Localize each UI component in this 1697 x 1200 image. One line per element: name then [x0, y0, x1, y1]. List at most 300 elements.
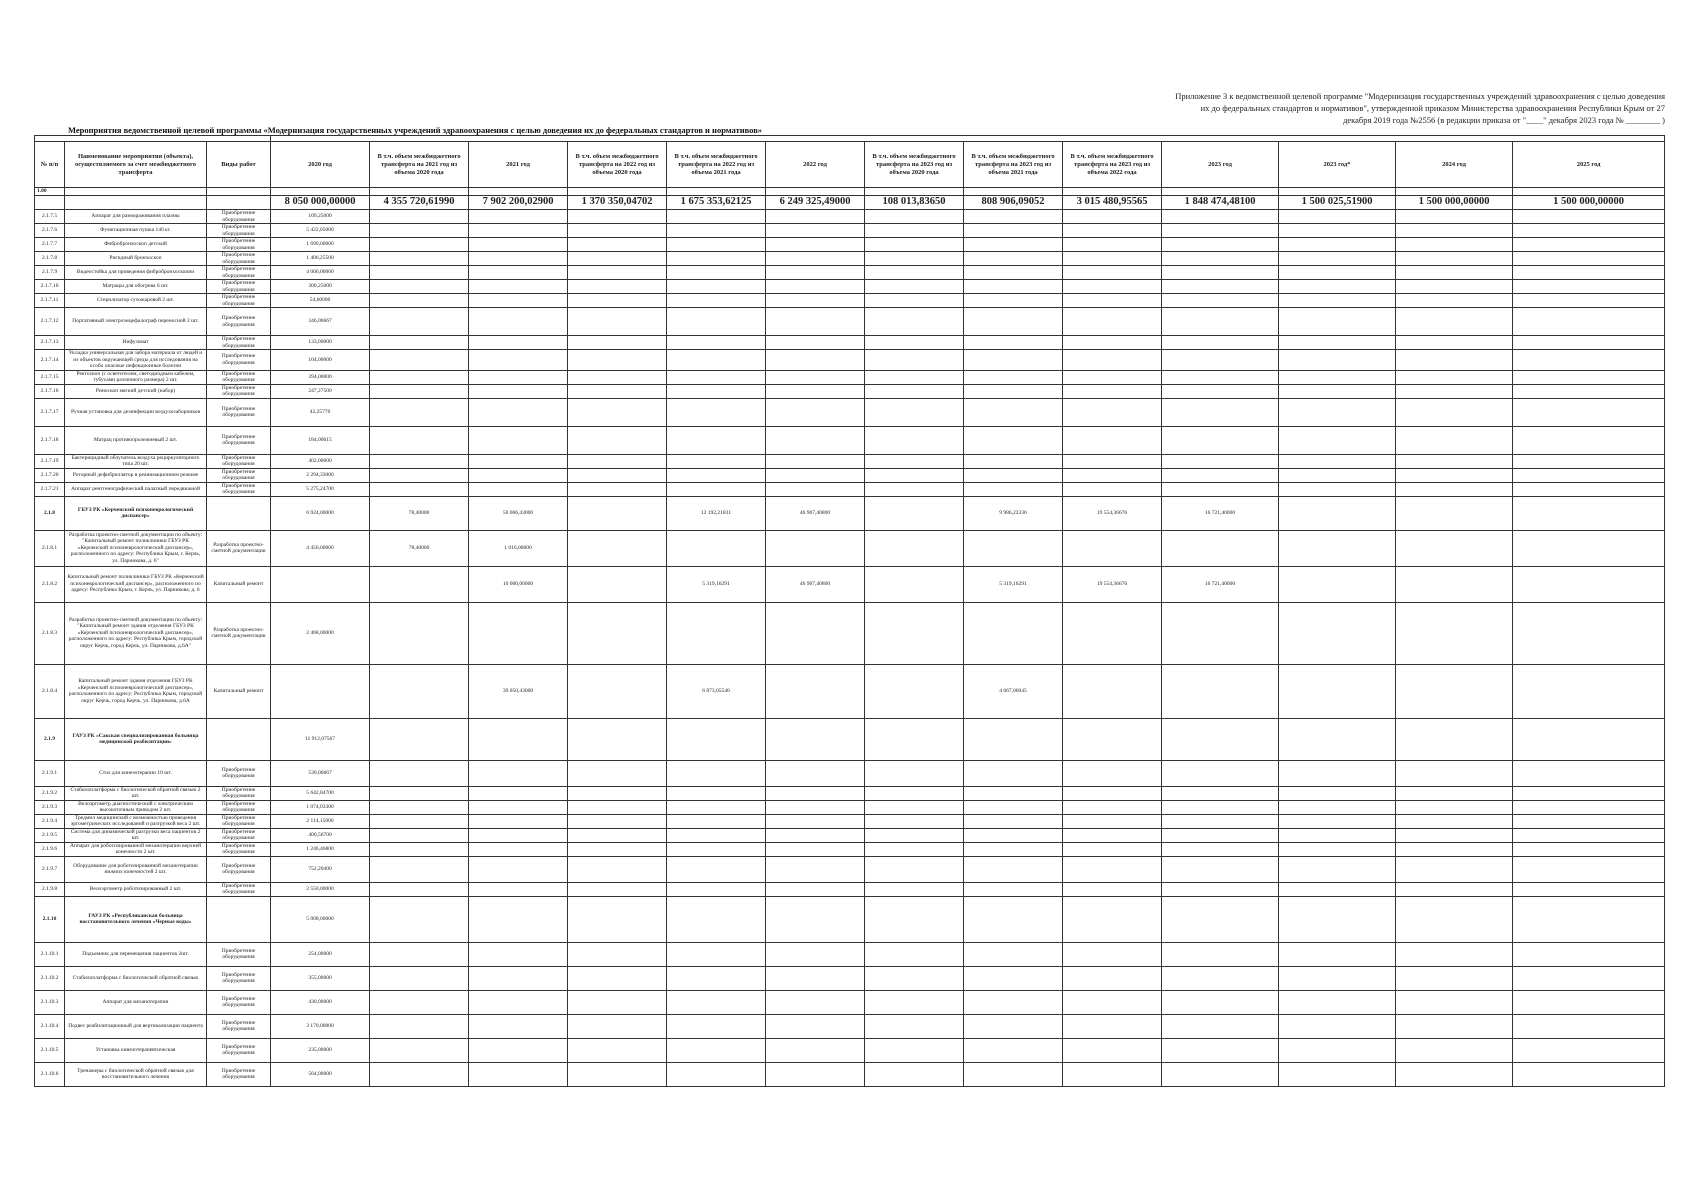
value-cell — [667, 530, 766, 566]
value-cell — [865, 224, 964, 238]
empty-cell — [667, 188, 766, 196]
value-cell: 5 319,16291 — [964, 566, 1063, 602]
value-cell — [469, 294, 568, 308]
value-cell — [1162, 454, 1279, 468]
value-cell — [1513, 800, 1665, 814]
value-cell — [469, 454, 568, 468]
value-cell: 564,00000 — [271, 1062, 370, 1086]
header-cell: 2022 год — [766, 142, 865, 188]
value-cell — [1279, 224, 1396, 238]
row-work-type: Приобретение оборудования — [207, 350, 271, 371]
value-cell — [1162, 760, 1279, 786]
row-name: Ректоскоп (с осветителем, светодиодным кабелем, тубусами различного размера) 2 шт. — [65, 370, 207, 384]
value-cell — [370, 760, 469, 786]
value-cell: 254,00000 — [271, 942, 370, 966]
value-cell — [1162, 210, 1279, 224]
value-cell — [1279, 280, 1396, 294]
value-cell — [865, 1062, 964, 1086]
value-cell — [1279, 800, 1396, 814]
value-cell: 355,00000 — [271, 966, 370, 990]
value-cell — [1396, 238, 1513, 252]
value-cell — [1279, 336, 1396, 350]
empty-cell — [65, 188, 207, 196]
value-cell — [1396, 896, 1513, 942]
value-cell: 50 066,43000 — [469, 496, 568, 530]
row-name: Велоэргометр роботизированный 2 шт. — [65, 882, 207, 896]
row-name: Подъемник для перемещения пациентов 2шт. — [65, 942, 207, 966]
value-cell — [1279, 370, 1396, 384]
value-cell — [766, 294, 865, 308]
value-cell: 16 721,40000 — [1162, 566, 1279, 602]
value-cell — [1162, 266, 1279, 280]
value-cell — [667, 990, 766, 1014]
value-cell — [568, 1062, 667, 1086]
row-number: 2.1.7.12 — [35, 308, 65, 336]
row-number: 2.1.10.4 — [35, 1014, 65, 1038]
value-cell — [1396, 602, 1513, 664]
value-cell — [964, 252, 1063, 266]
value-cell — [964, 882, 1063, 896]
value-cell — [667, 350, 766, 371]
value-cell — [469, 266, 568, 280]
value-cell — [1513, 966, 1665, 990]
value-cell — [1396, 760, 1513, 786]
row-work-type: Капитальный ремонт — [207, 664, 271, 718]
value-cell — [568, 496, 667, 530]
value-cell — [964, 482, 1063, 496]
value-cell: 4 667,06045 — [964, 664, 1063, 718]
value-cell — [568, 468, 667, 482]
value-cell — [469, 942, 568, 966]
value-cell — [964, 966, 1063, 990]
value-cell: 5 319,16291 — [667, 566, 766, 602]
row-name: Матрац противопролежневый 2 шт. — [65, 426, 207, 454]
value-cell — [568, 308, 667, 336]
table-row — [35, 426, 1665, 454]
value-cell — [865, 800, 964, 814]
value-cell — [766, 800, 865, 814]
value-cell — [865, 398, 964, 426]
row-work-type: Приобретение оборудования — [207, 384, 271, 398]
row-work-type: Приобретение оборудования — [207, 800, 271, 814]
value-cell — [766, 896, 865, 942]
value-cell: 1 016,00000 — [469, 530, 568, 566]
row-number: 2.1.7.21 — [35, 482, 65, 496]
value-cell — [1513, 1038, 1665, 1062]
value-cell — [1279, 294, 1396, 308]
value-cell — [469, 426, 568, 454]
table-row — [35, 384, 1665, 398]
value-cell — [1162, 800, 1279, 814]
value-cell — [865, 602, 964, 664]
value-cell — [370, 238, 469, 252]
value-cell: 430,00000 — [271, 990, 370, 1014]
value-cell — [1513, 1014, 1665, 1038]
value-cell — [1162, 1014, 1279, 1038]
table-row — [35, 602, 1665, 664]
value-cell — [1162, 856, 1279, 882]
value-cell — [1279, 828, 1396, 842]
value-cell: 394,00000 — [271, 370, 370, 384]
row-number: 2.1.7.16 — [35, 384, 65, 398]
value-cell — [568, 482, 667, 496]
value-cell — [370, 1038, 469, 1062]
value-cell — [469, 238, 568, 252]
value-cell — [1063, 718, 1162, 760]
value-cell — [1279, 664, 1396, 718]
row-number: 2.1.10.3 — [35, 990, 65, 1014]
value-cell — [568, 856, 667, 882]
value-cell: 109,25000 — [271, 210, 370, 224]
value-cell — [667, 842, 766, 856]
value-cell — [1513, 252, 1665, 266]
annex-line: декабря 2019 года №2556 (в редакции приказа от "____" декабря 2023 года № ________ ) — [1343, 115, 1665, 125]
row-work-type: Приобретение оборудования — [207, 482, 271, 496]
value-cell — [1162, 786, 1279, 800]
header-row — [35, 142, 1665, 188]
value-cell: 530,06667 — [271, 760, 370, 786]
value-cell — [964, 896, 1063, 942]
value-cell — [469, 1062, 568, 1086]
row-work-type — [207, 896, 271, 942]
value-cell — [1396, 828, 1513, 842]
row-number: 2.1.9 — [35, 718, 65, 760]
index-row — [35, 188, 1665, 196]
value-cell — [1063, 398, 1162, 426]
value-cell — [568, 294, 667, 308]
value-cell — [469, 990, 568, 1014]
annex-line: их до федеральных стандартов и нормативов", утвержденной приказом Министерства здравоохранения Республики Крым от 27 — [1200, 103, 1665, 113]
total-cell: 1 370 350,04702 — [568, 196, 667, 210]
row-number: 2.1.8.1 — [35, 530, 65, 566]
value-cell — [370, 664, 469, 718]
value-cell — [1279, 210, 1396, 224]
value-cell — [1396, 454, 1513, 468]
value-cell — [766, 942, 865, 966]
value-cell — [1063, 384, 1162, 398]
value-cell — [865, 530, 964, 566]
value-cell: 1 690,00000 — [271, 238, 370, 252]
header-cell: 2021 год — [469, 142, 568, 188]
value-cell — [865, 336, 964, 350]
table-row — [35, 468, 1665, 482]
value-cell: 1 406,25500 — [271, 252, 370, 266]
value-cell — [766, 1038, 865, 1062]
document-title: Мероприятия ведомственной целевой программы «Модернизация государственных учреждений здравоохранения с целью доведения их до федеральных стандартов и нормативов» — [68, 125, 763, 135]
table-row — [35, 1014, 1665, 1038]
value-cell — [964, 336, 1063, 350]
totals-row — [35, 196, 1665, 210]
value-cell — [964, 454, 1063, 468]
value-cell — [964, 350, 1063, 371]
value-cell — [667, 280, 766, 294]
value-cell — [271, 566, 370, 602]
value-cell — [370, 468, 469, 482]
value-cell: 6 873,05540 — [667, 664, 766, 718]
value-cell — [1162, 468, 1279, 482]
table-row — [35, 786, 1665, 800]
value-cell — [865, 426, 964, 454]
header-cell: 2023 год — [1162, 142, 1279, 188]
value-cell — [667, 1038, 766, 1062]
value-cell — [370, 966, 469, 990]
value-cell — [370, 370, 469, 384]
value-cell — [766, 814, 865, 828]
value-cell — [1063, 468, 1162, 482]
value-cell — [1279, 308, 1396, 336]
value-cell — [1279, 384, 1396, 398]
value-cell: 5 008,00000 — [271, 896, 370, 942]
value-cell — [370, 828, 469, 842]
value-cell — [1396, 280, 1513, 294]
row-name: Разработка проектно-сметной документации по объекту: "Капитальный ремонт здания отделения ГБУЗ РК «Керченский психоневрологический диспансер», расположенного по адресу: Республика Крым, городской округ Керчь, город Керчь, ул. Парникова, д.6А" — [65, 602, 207, 664]
row-work-type: Приобретение оборудования — [207, 336, 271, 350]
value-cell: 2 294,33000 — [271, 468, 370, 482]
value-cell — [1396, 336, 1513, 350]
value-cell — [1162, 238, 1279, 252]
value-cell — [865, 294, 964, 308]
value-cell — [1396, 942, 1513, 966]
value-cell — [469, 966, 568, 990]
table-row — [35, 828, 1665, 842]
row-work-type: Приобретение оборудования — [207, 828, 271, 842]
value-cell — [667, 800, 766, 814]
row-work-type: Приобретение оборудования — [207, 786, 271, 800]
value-cell — [1396, 1062, 1513, 1086]
value-cell — [1162, 426, 1279, 454]
row-number: 2.1.9.2 — [35, 786, 65, 800]
row-name: Капитальный ремонт здания отделения ГБУЗ РК «Керченский психоневрологический диспансер», расположенного по адресу: Республика Крым, городской округ Керчь, город Керчь, ул. Парникова, д.6А — [65, 664, 207, 718]
value-cell — [766, 842, 865, 856]
value-cell: 300,25000 — [271, 280, 370, 294]
value-cell — [1513, 370, 1665, 384]
value-cell — [1396, 496, 1513, 530]
value-cell — [271, 664, 370, 718]
value-cell — [469, 1014, 568, 1038]
header-cell: Наименование мероприятия (объекта), осуществляемого за счет межбюджетного трансферта — [65, 142, 207, 188]
value-cell: 12 192,21831 — [667, 496, 766, 530]
value-cell: 4 456,00000 — [271, 530, 370, 566]
value-cell — [1513, 224, 1665, 238]
value-cell — [865, 896, 964, 942]
value-cell — [1396, 252, 1513, 266]
value-cell — [469, 210, 568, 224]
row-number: 2.1.8.4 — [35, 664, 65, 718]
table-row — [35, 294, 1665, 308]
value-cell — [568, 530, 667, 566]
empty-cell — [964, 188, 1063, 196]
value-cell — [1396, 530, 1513, 566]
value-cell: 11 912,07567 — [271, 718, 370, 760]
row-name: Стерилизатор сухожаровой 2 шт. — [65, 294, 207, 308]
value-cell — [469, 602, 568, 664]
value-cell — [1063, 896, 1162, 942]
value-cell — [1513, 786, 1665, 800]
value-cell — [1279, 718, 1396, 760]
value-cell — [1063, 1062, 1162, 1086]
value-cell — [1513, 942, 1665, 966]
value-cell — [370, 842, 469, 856]
value-cell — [1063, 1014, 1162, 1038]
value-cell — [1396, 266, 1513, 280]
value-cell — [1063, 238, 1162, 252]
value-cell — [568, 224, 667, 238]
table-row — [35, 252, 1665, 266]
value-cell — [1279, 814, 1396, 828]
value-cell — [370, 718, 469, 760]
value-cell: 78,40000 — [370, 530, 469, 566]
value-cell — [667, 370, 766, 384]
value-cell — [1396, 882, 1513, 896]
value-cell — [370, 398, 469, 426]
table-row — [35, 530, 1665, 566]
value-cell — [370, 896, 469, 942]
table-row — [35, 800, 1665, 814]
value-cell — [766, 718, 865, 760]
value-cell — [568, 266, 667, 280]
value-cell — [370, 336, 469, 350]
row-work-type: Приобретение оборудования — [207, 266, 271, 280]
table-row — [35, 266, 1665, 280]
value-cell — [1513, 566, 1665, 602]
row-work-type: Приобретение оборудования — [207, 814, 271, 828]
value-cell — [865, 760, 964, 786]
header-cell: 2025 год — [1513, 142, 1665, 188]
value-cell — [469, 718, 568, 760]
value-cell — [667, 468, 766, 482]
value-cell — [568, 398, 667, 426]
value-cell — [964, 266, 1063, 280]
empty-cell — [1396, 188, 1513, 196]
value-cell — [1279, 966, 1396, 990]
value-cell — [370, 266, 469, 280]
value-cell — [1513, 238, 1665, 252]
value-cell — [568, 280, 667, 294]
value-cell — [667, 942, 766, 966]
header-cell: Виды работ — [207, 142, 271, 188]
value-cell: 400,56700 — [271, 828, 370, 842]
value-cell — [667, 308, 766, 336]
value-cell — [667, 856, 766, 882]
value-cell — [469, 856, 568, 882]
value-cell — [766, 336, 865, 350]
row-name: Оборудование для роботизированной механотерапии нижних конечностей 2 шт. — [65, 856, 207, 882]
row-number: 2.1.8 — [35, 496, 65, 530]
row-name: Бактерицидный облучатель воздуха рециркуляторного типа 20 шт. — [65, 454, 207, 468]
value-cell: 39 050,43000 — [469, 664, 568, 718]
row-name: Велоэргометр диагностический с электрическим высокоточным приводом 2 шт. — [65, 800, 207, 814]
value-cell — [1279, 426, 1396, 454]
value-cell — [568, 210, 667, 224]
table-row — [35, 966, 1665, 990]
value-cell — [1162, 1038, 1279, 1062]
value-cell — [1063, 760, 1162, 786]
value-cell — [865, 942, 964, 966]
value-cell — [1162, 370, 1279, 384]
value-cell — [865, 566, 964, 602]
value-cell — [964, 718, 1063, 760]
value-cell — [1513, 468, 1665, 482]
value-cell: 2 468,00000 — [271, 602, 370, 664]
value-cell — [1063, 252, 1162, 266]
value-cell: 402,00000 — [271, 454, 370, 468]
value-cell — [865, 842, 964, 856]
value-cell — [1513, 842, 1665, 856]
value-cell — [370, 1014, 469, 1038]
value-cell — [568, 800, 667, 814]
value-cell — [469, 760, 568, 786]
value-cell — [469, 842, 568, 856]
value-cell — [370, 856, 469, 882]
value-cell — [1396, 370, 1513, 384]
row-number: 2.1.7.14 — [35, 350, 65, 371]
value-cell — [469, 350, 568, 371]
value-cell — [964, 842, 1063, 856]
value-cell — [667, 454, 766, 468]
value-cell — [766, 454, 865, 468]
empty-cell — [35, 196, 65, 210]
value-cell — [568, 942, 667, 966]
value-cell — [1063, 966, 1162, 990]
value-cell — [766, 882, 865, 896]
value-cell — [1396, 224, 1513, 238]
value-cell — [766, 252, 865, 266]
row-name: ГАУЗ РК «Сакская специализированная больница медицинской реабилитации» — [65, 718, 207, 760]
row-number: 2.1.10 — [35, 896, 65, 942]
value-cell — [1396, 210, 1513, 224]
table-row — [35, 1038, 1665, 1062]
value-cell — [766, 966, 865, 990]
row-work-type: Капитальный ремонт — [207, 566, 271, 602]
value-cell — [1162, 664, 1279, 718]
value-cell — [1162, 966, 1279, 990]
value-cell — [865, 882, 964, 896]
table-row — [35, 566, 1665, 602]
row-name: ГАУЗ РК «Республиканская больница восстановительного лечения «Черные воды» — [65, 896, 207, 942]
value-cell — [568, 252, 667, 266]
value-cell — [1063, 210, 1162, 224]
value-cell — [568, 882, 667, 896]
value-cell — [766, 786, 865, 800]
value-cell — [667, 718, 766, 760]
row-number: 2.1.7.7 — [35, 238, 65, 252]
row-number: 2.1.10.5 — [35, 1038, 65, 1062]
value-cell — [1063, 426, 1162, 454]
value-cell — [568, 718, 667, 760]
row-name: Тредмил медицинский с возможностью проведения эргометрических исследований и разгрузкой веса 2 шт. — [65, 814, 207, 828]
value-cell: 4 000,00000 — [271, 266, 370, 280]
empty-cell — [271, 188, 370, 196]
row-work-type: Приобретение оборудования — [207, 1062, 271, 1086]
value-cell — [469, 1038, 568, 1062]
value-cell — [370, 426, 469, 454]
value-cell — [766, 280, 865, 294]
value-cell — [1279, 856, 1396, 882]
value-cell — [964, 280, 1063, 294]
value-cell — [1162, 1062, 1279, 1086]
value-cell — [1396, 384, 1513, 398]
value-cell — [964, 760, 1063, 786]
value-cell — [766, 384, 865, 398]
value-cell — [964, 398, 1063, 426]
row-number: 2.1.8.3 — [35, 602, 65, 664]
value-cell — [1396, 786, 1513, 800]
row-name: Тренажеры с биологической обратной связью для восстановительного лечения — [65, 1062, 207, 1086]
row-work-type: Приобретение оборудования — [207, 294, 271, 308]
row-number: 2.1.8.2 — [35, 566, 65, 602]
value-cell — [865, 786, 964, 800]
row-work-type — [207, 496, 271, 530]
